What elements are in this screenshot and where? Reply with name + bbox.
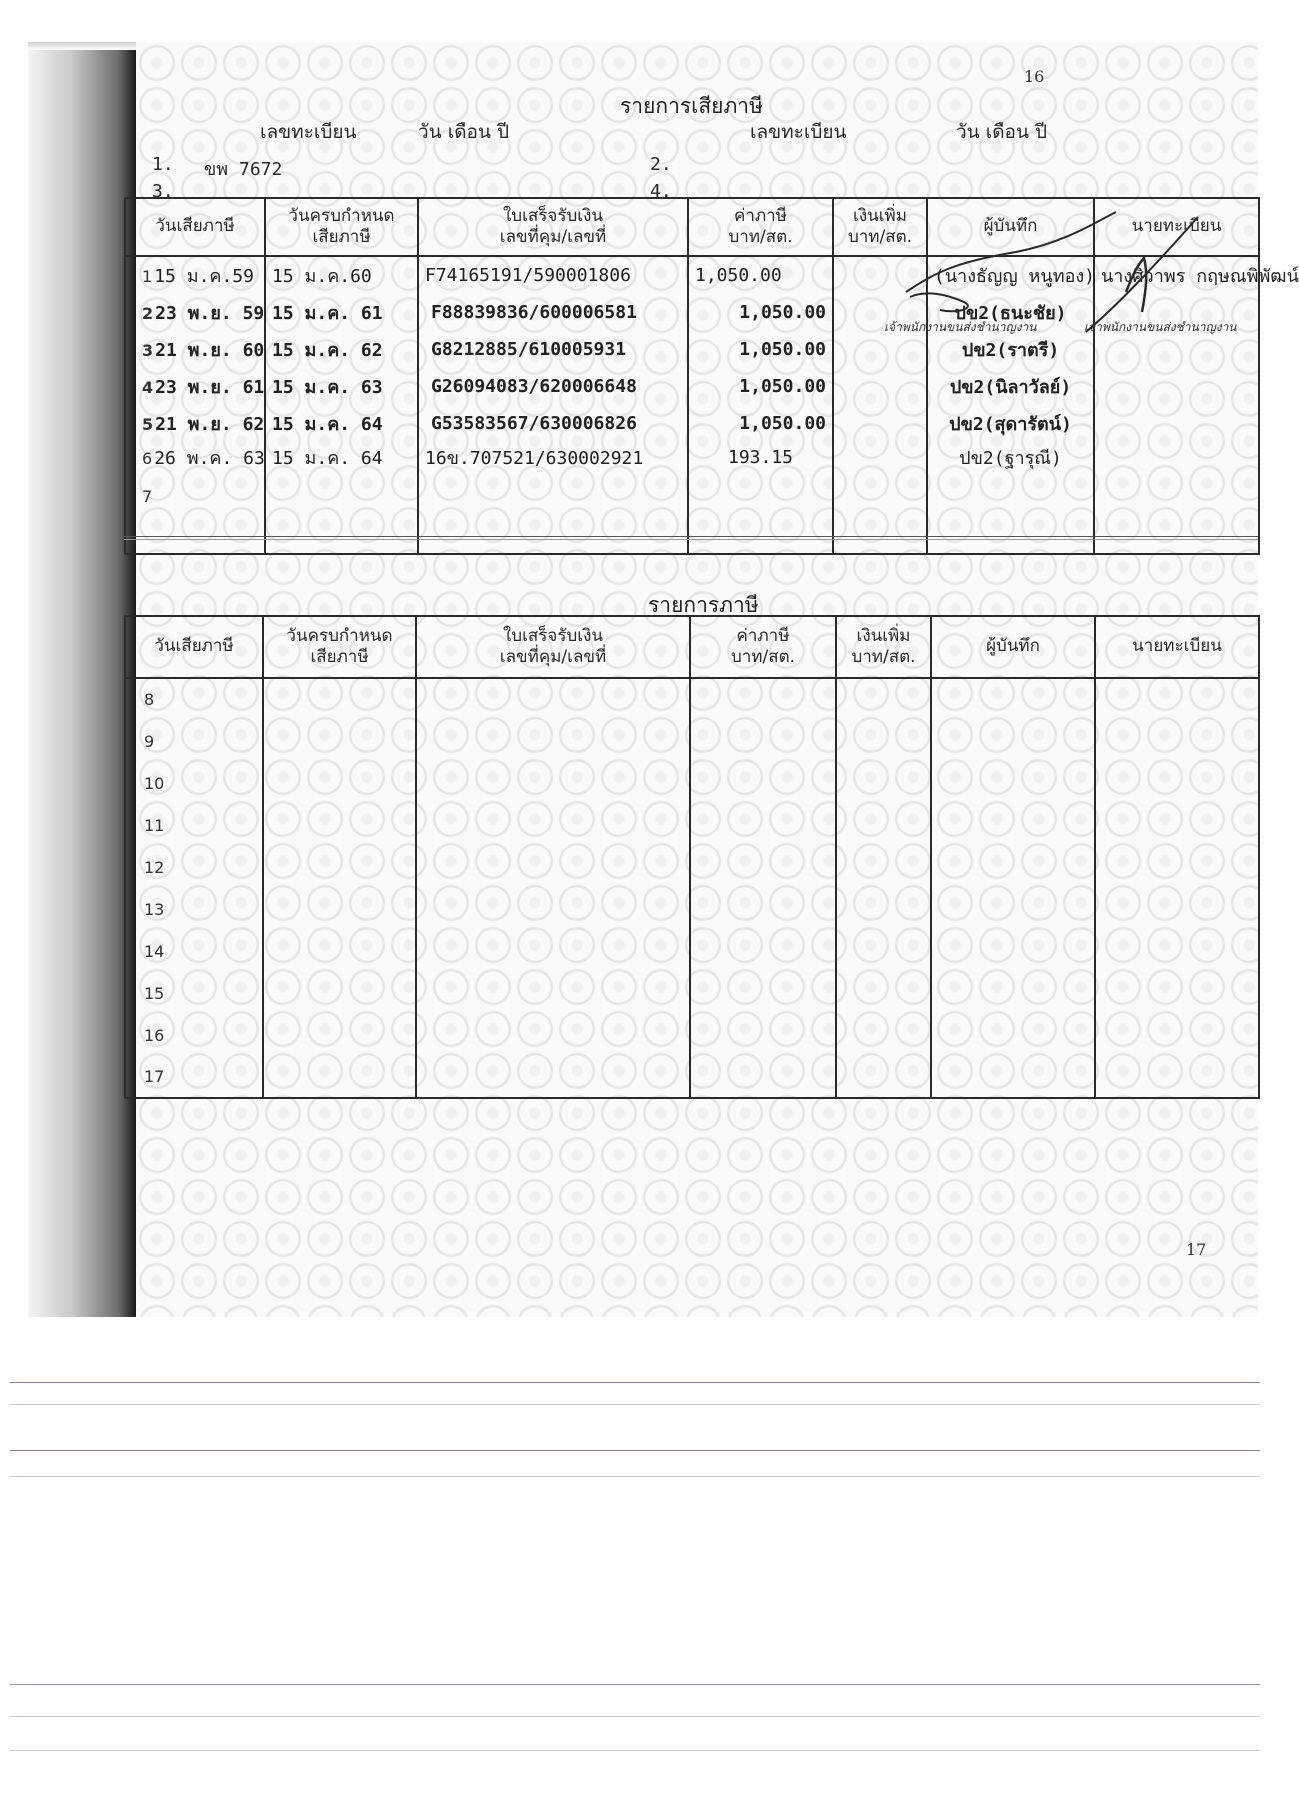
col-recorder: ผู้บันทึก bbox=[927, 198, 1094, 256]
recorder-cell: ปข2(ราตรี) bbox=[927, 331, 1094, 368]
table-row bbox=[125, 1014, 1259, 1056]
ruled-line bbox=[10, 1750, 1260, 1751]
due-date-cell bbox=[265, 472, 418, 554]
reg-1-number: 1. bbox=[152, 154, 174, 175]
reg-header-left: เลขทะเบียน bbox=[260, 121, 357, 143]
registrar-cell bbox=[1094, 472, 1259, 554]
receipt-cell: G53583567/630006826 bbox=[418, 405, 688, 442]
line-number: 10 bbox=[125, 762, 263, 804]
pay-date-cell: 4 23 พ.ย. 61 bbox=[125, 368, 265, 405]
lower-table-header bbox=[125, 616, 1259, 678]
extra-cell bbox=[833, 472, 927, 554]
page-number-16: 16 bbox=[1024, 67, 1045, 86]
tax-cell: 1,050.00 bbox=[688, 368, 833, 405]
line-number: 14 bbox=[125, 930, 263, 972]
line-number: 12 bbox=[125, 846, 263, 888]
table-row bbox=[125, 405, 1259, 442]
col-registrar: นายทะเบียน bbox=[1095, 616, 1259, 678]
pay-date-cell: 1 15 ม.ค.59 bbox=[125, 256, 265, 294]
col-pay-date: วันเสียภาษี bbox=[125, 616, 263, 678]
due-date-cell: 15 ม.ค. 61 bbox=[265, 294, 418, 331]
date-header-right: วัน เดือน ปี bbox=[956, 121, 1048, 143]
table-row bbox=[125, 888, 1259, 930]
line-number: 17 bbox=[125, 1056, 263, 1098]
col-receipt: ใบเสร็จรับเงิน เลขที่คุม/เลขที่ bbox=[418, 198, 688, 256]
ruled-line bbox=[10, 1476, 1260, 1477]
line-number: 8 bbox=[125, 678, 263, 720]
reg-header-right: เลขทะเบียน bbox=[750, 121, 847, 143]
col-registrar: นายทะเบียน bbox=[1094, 198, 1259, 256]
line-number: 16 bbox=[125, 1014, 263, 1056]
table-row bbox=[125, 1056, 1259, 1098]
lower-title: รายการภาษี bbox=[648, 593, 759, 617]
recorder-cell: ปข2(ธนะชัย) bbox=[927, 294, 1094, 331]
col-receipt: ใบเสร็จรับเงิน เลขที่คุม/เลขที่ bbox=[416, 616, 690, 678]
tax-cell: 1,050.00 bbox=[688, 256, 833, 294]
col-pay-date: วันเสียภาษี bbox=[125, 198, 265, 256]
tax-cell: 1,050.00 bbox=[688, 294, 833, 331]
recorder-cell bbox=[927, 472, 1094, 554]
col-extra: เงินเพิ่ม บาท/สต. bbox=[833, 198, 927, 256]
col-extra: เงินเพิ่ม บาท/สต. bbox=[836, 616, 931, 678]
due-date-cell: 15 ม.ค. 62 bbox=[265, 331, 418, 368]
reg-3-number: 3. bbox=[152, 181, 174, 202]
due-date-cell: 15 ม.ค. 64 bbox=[265, 405, 418, 442]
pay-date-cell: 5 21 พ.ย. 62 bbox=[125, 405, 265, 442]
date-header-left: วัน เดือน ปี bbox=[418, 121, 510, 143]
tax-cell bbox=[688, 472, 833, 554]
col-recorder: ผู้บันทึก bbox=[931, 616, 1095, 678]
table-row bbox=[125, 720, 1259, 762]
recorder-cell: ปข2(นิลาวัลย์) bbox=[927, 368, 1094, 405]
document-page bbox=[136, 42, 1299, 1317]
registrar-cell bbox=[1094, 405, 1259, 442]
page-fold-line bbox=[124, 536, 1258, 537]
reg-4-number: 4. bbox=[650, 181, 672, 202]
recorder-cell: ปข2(ฐารุณี) bbox=[927, 442, 1094, 472]
recorder-cell: (นางธัญญ หนูทอง) bbox=[927, 256, 1094, 294]
receipt-cell: 16ข.707521/630002921 bbox=[418, 442, 688, 472]
ruled-line bbox=[10, 1716, 1260, 1717]
extra-cell bbox=[833, 442, 927, 472]
receipt-cell: F88839836/600006581 bbox=[418, 294, 688, 331]
table-row bbox=[125, 972, 1259, 1014]
pay-date-cell: 3 21 พ.ย. 60 bbox=[125, 331, 265, 368]
table-row bbox=[125, 472, 1259, 554]
tax-cell: 1,050.00 bbox=[688, 331, 833, 368]
line-number: 15 bbox=[125, 972, 263, 1014]
extra-cell bbox=[833, 405, 927, 442]
due-date-cell: 15 ม.ค. 63 bbox=[265, 368, 418, 405]
registrar-cell bbox=[1094, 368, 1259, 405]
col-due-date: วันครบกำหนด เสียภาษี bbox=[265, 198, 418, 256]
upper-title: รายการเสียภาษี bbox=[620, 94, 763, 118]
registrar-cell: นางศิวาพร กฤษณพิพัฒน์ bbox=[1094, 256, 1259, 294]
table-row bbox=[125, 762, 1259, 804]
lower-tax-table bbox=[124, 615, 1260, 1099]
line-number: 11 bbox=[125, 804, 263, 846]
line-number: 13 bbox=[125, 888, 263, 930]
col-tax: ค่าภาษี บาท/สต. bbox=[690, 616, 836, 678]
official-stamp-text-left: เจ้าพนักงานขนส่งชำนาญงาน bbox=[884, 320, 1037, 334]
table-row bbox=[125, 804, 1259, 846]
table-row bbox=[125, 678, 1259, 720]
tax-cell: 193.15 bbox=[688, 442, 833, 472]
col-tax: ค่าภาษี บาท/สต. bbox=[688, 198, 833, 256]
receipt-cell: F74165191/590001806 bbox=[418, 256, 688, 294]
ruled-line bbox=[10, 1382, 1260, 1383]
ruled-line bbox=[10, 1684, 1260, 1685]
col-due-date: วันครบกำหนด เสียภาษี bbox=[263, 616, 416, 678]
table-row bbox=[125, 368, 1259, 405]
recorder-cell: ปข2(สุดารัตน์) bbox=[927, 405, 1094, 442]
ruled-line bbox=[10, 1404, 1260, 1405]
tax-cell: 1,050.00 bbox=[688, 405, 833, 442]
table-row bbox=[125, 930, 1259, 972]
registrar-cell bbox=[1094, 442, 1259, 472]
receipt-cell: G26094083/620006648 bbox=[418, 368, 688, 405]
receipt-cell: G8212885/610005931 bbox=[418, 331, 688, 368]
table-row bbox=[125, 442, 1259, 472]
page-fold-line-shadow bbox=[124, 539, 1258, 540]
page-number-17: 17 bbox=[1186, 1240, 1207, 1259]
pay-date-cell: 6 26 พ.ค. 63 bbox=[125, 442, 265, 472]
due-date-cell: 15 ม.ค. 64 bbox=[265, 442, 418, 472]
signature-marks bbox=[896, 182, 1276, 362]
ruled-line bbox=[10, 1450, 1260, 1451]
pay-date-cell: 2 23 พ.ย. 59 bbox=[125, 294, 265, 331]
table-row bbox=[125, 846, 1259, 888]
extra-cell bbox=[833, 368, 927, 405]
reg-1-value: ขพ 7672 bbox=[204, 159, 283, 180]
line-number: 9 bbox=[125, 720, 263, 762]
due-date-cell: 15 ม.ค.60 bbox=[265, 256, 418, 294]
official-stamp-text-right: เจ้าพนักงานขนส่งชำนาญงาน bbox=[1084, 320, 1237, 334]
receipt-cell bbox=[418, 472, 688, 554]
reg-2-number: 2. bbox=[650, 154, 672, 175]
pay-date-cell: 7 bbox=[125, 472, 265, 554]
scan-binding-shadow bbox=[28, 42, 138, 1317]
